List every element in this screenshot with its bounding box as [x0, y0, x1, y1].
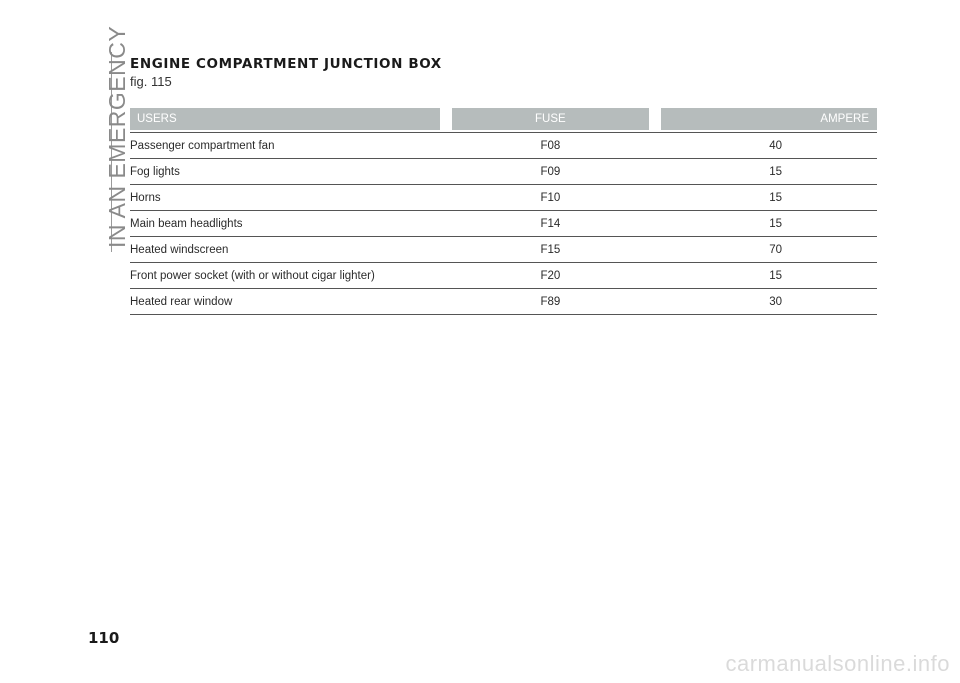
table-row — [130, 158, 877, 184]
header-gap — [440, 108, 452, 132]
cell-gap — [649, 184, 661, 210]
header-gap — [649, 108, 661, 132]
table-row — [130, 132, 877, 158]
watermark: carmanualsonline.info — [725, 651, 950, 676]
cell-fuse: F09 — [452, 158, 649, 184]
fuse-table — [130, 108, 877, 315]
cell-gap — [649, 262, 661, 288]
figure-reference: fig. 115 — [130, 74, 172, 89]
header-users: USERS — [130, 108, 440, 132]
table-header-row — [130, 108, 877, 132]
cell-users: Heated rear window — [130, 288, 440, 315]
cell-ampere: 30 — [661, 288, 877, 315]
cell-fuse: F15 — [452, 236, 649, 262]
cell-users: Horns — [130, 184, 440, 210]
cell-ampere: 40 — [661, 132, 877, 158]
cell-ampere: 15 — [661, 262, 877, 288]
cell-users: Front power socket (with or without cigar lighter) — [130, 262, 440, 288]
table-row — [130, 288, 877, 315]
cell-fuse: F08 — [452, 132, 649, 158]
cell-fuse: F10 — [452, 184, 649, 210]
header-fuse: FUSE — [452, 108, 649, 132]
cell-users: Main beam headlights — [130, 210, 440, 236]
cell-ampere: 15 — [661, 158, 877, 184]
cell-gap — [649, 236, 661, 262]
cell-gap — [440, 184, 452, 210]
cell-ampere: 15 — [661, 210, 877, 236]
cell-users: Passenger compartment fan — [130, 132, 440, 158]
cell-gap — [440, 210, 452, 236]
header-ampere: AMPERE — [661, 108, 877, 132]
cell-gap — [649, 158, 661, 184]
chapter-label: IN AN EMERGENCY — [104, 25, 130, 248]
cell-users: Heated windscreen — [130, 236, 440, 262]
cell-users: Fog lights — [130, 158, 440, 184]
cell-gap — [649, 210, 661, 236]
table-row — [130, 210, 877, 236]
cell-gap — [440, 262, 452, 288]
cell-ampere: 15 — [661, 184, 877, 210]
cell-gap — [649, 132, 661, 158]
cell-gap — [440, 236, 452, 262]
cell-gap — [649, 288, 661, 315]
table-row — [130, 262, 877, 288]
section-title: ENGINE COMPARTMENT JUNCTION BOX — [130, 56, 442, 72]
table-row — [130, 236, 877, 262]
cell-ampere: 70 — [661, 236, 877, 262]
cell-gap — [440, 132, 452, 158]
page-number: 110 — [88, 629, 120, 647]
cell-gap — [440, 288, 452, 315]
cell-fuse: F14 — [452, 210, 649, 236]
cell-fuse: F20 — [452, 262, 649, 288]
table-row — [130, 184, 877, 210]
cell-gap — [440, 158, 452, 184]
cell-fuse: F89 — [452, 288, 649, 315]
